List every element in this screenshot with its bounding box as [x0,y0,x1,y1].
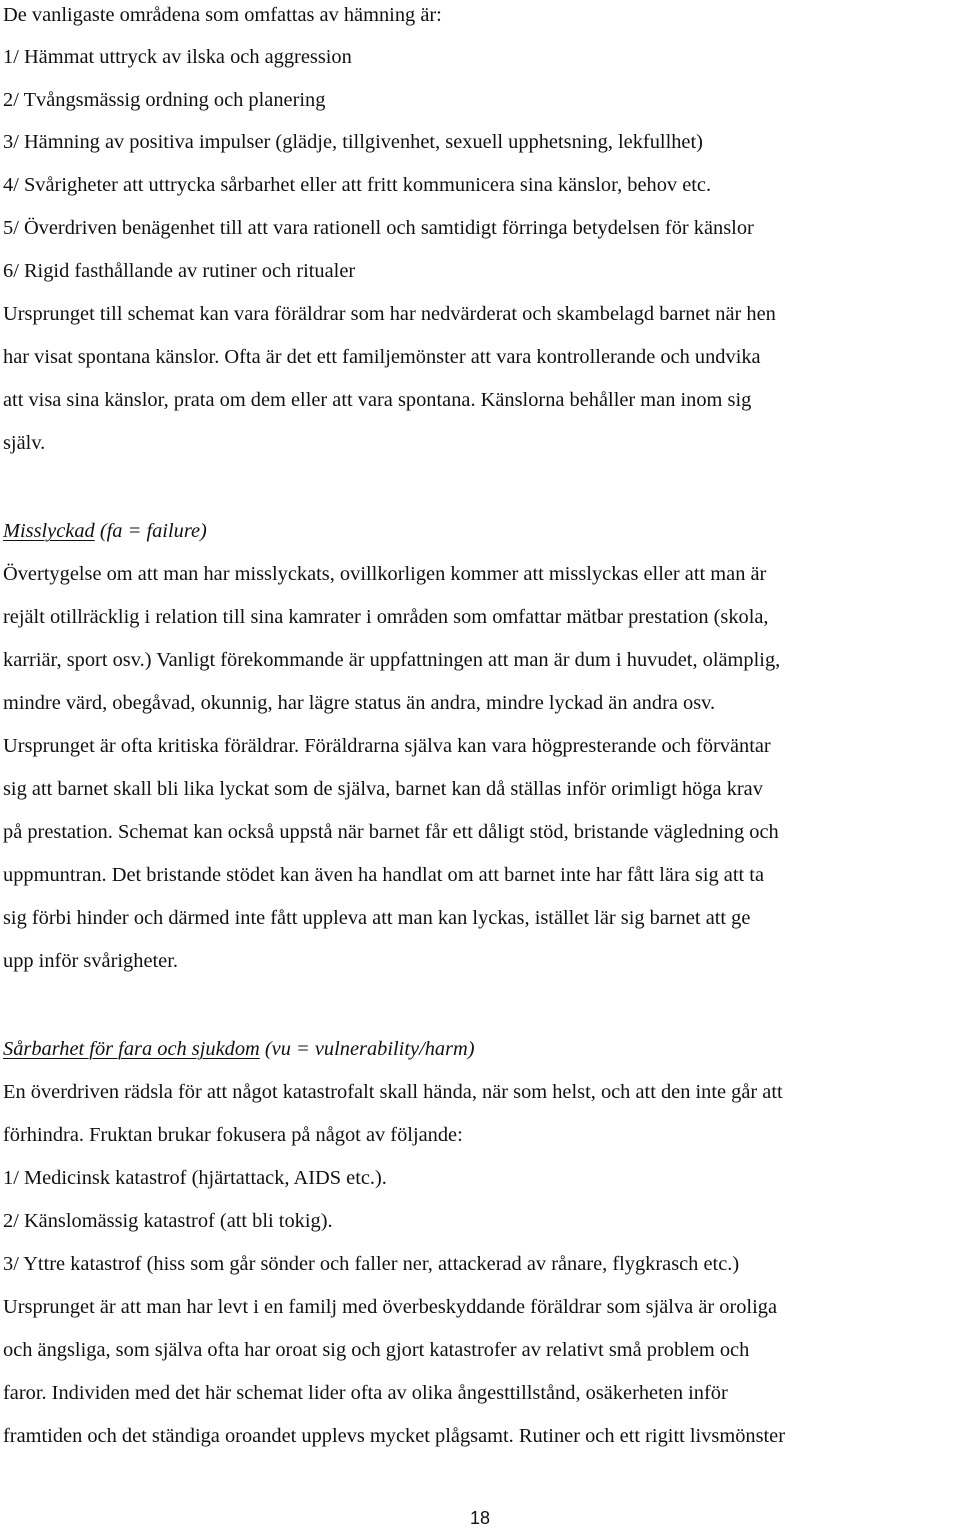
sarbarhet-paragraph-line: faror. Individen med det här schemat lider ofta av olika ångesttillstånd, osäkerheten inför [3,1382,728,1404]
sarbarhet-paragraph-line: förhindra. Fruktan brukar fokusera på något av följande: [3,1124,463,1146]
misslyckad-heading-title: Misslyckad [3,520,95,542]
sarbarhet-heading-suffix: (vu = vulnerability/harm) [259,1038,475,1060]
misslyckad-paragraph-line: mindre värd, obegåvad, okunnig, har lägre status än andra, mindre lyckad än andra osv. [3,692,716,714]
sarbarhet-paragraph-line: Ursprunget är att man har levt i en familj med överbeskyddande föräldrar som själva är oroliga [3,1296,778,1318]
hamning-item-3: 3/ Hämning av positiva impulser (glädje, tillgivenhet, sexuell upphetsning, lekfullhet) [3,131,703,153]
misslyckad-paragraph-line: sig att barnet skall bli lika lyckat som de själva, barnet kan då ställas inför orimligt höga krav [3,778,763,800]
page-number: 18 [469,1508,491,1528]
sarbarhet-paragraph-line: 1/ Medicinsk katastrof (hjärtattack, AIDS etc.). [3,1167,387,1189]
hamning-item-2: 2/ Tvångsmässig ordning och planering [3,89,326,111]
hamning-paragraph-line: Ursprunget till schemat kan vara föräldrar som har nedvärderat och skambelagd barnet när hen [3,303,776,325]
misslyckad-paragraph-line: rejält otillräcklig i relation till sina kamrater i områden som omfattar mätbar prestation (skola, [3,606,769,628]
sarbarhet-paragraph-line: En överdriven rädsla för att något katastrofalt skall hända, när som helst, och att den inte går att [3,1081,783,1103]
hamning-item-4: 4/ Svårigheter att uttrycka sårbarhet eller att fritt kommunicera sina känslor, behov etc. [3,174,712,196]
misslyckad-paragraph-line: Ursprunget är ofta kritiska föräldrar. Föräldrarna själva kan vara högpresterande och förväntar [3,735,771,757]
hamning-item-5: 5/ Överdriven benägenhet till att vara rationell och samtidigt förringa betydelsen för känslor [3,217,754,239]
sarbarhet-paragraph-line: och ängsliga, som själva ofta har oroat sig och gjort katastrofer av relativt små problem och [3,1339,750,1361]
sarbarhet-paragraph-line: framtiden och det ständiga oroandet upplevs mycket plågsamt. Rutiner och ett rigitt livsmönster [3,1425,786,1447]
misslyckad-heading-suffix: (fa = failure) [94,520,207,542]
hamning-paragraph-line: själv. [3,432,46,454]
misslyckad-paragraph-line: på prestation. Schemat kan också uppstå när barnet får ett dåligt stöd, bristande vägledning och [3,821,779,843]
misslyckad-paragraph-line: Övertygelse om att man har misslyckats, ovillkorligen kommer att misslyckas eller att man är [3,563,767,585]
hamning-paragraph-line: att visa sina känslor, prata om dem eller att vara spontana. Känslorna behåller man inom sig [3,389,752,411]
hamning-item-1: 1/ Hämmat uttryck av ilska och aggression [3,46,352,68]
misslyckad-paragraph-line: upp inför svårigheter. [3,950,178,972]
hamning-item-6: 6/ Rigid fasthållande av rutiner och ritualer [3,260,356,282]
hamning-paragraph-line: har visat spontana känslor. Ofta är det ett familjemönster att vara kontrollerande och undvika [3,346,761,368]
misslyckad-paragraph-line: uppmuntran. Det bristande stödet kan även ha handlat om att barnet inte har fått lära sig att ta [3,864,764,886]
misslyckad-paragraph-line: sig förbi hinder och därmed inte fått uppleva att man kan lyckas, istället lär sig barnet att ge [3,907,751,929]
sarbarhet-heading [3,1037,475,1061]
sarbarhet-heading-title: Sårbarhet för fara och sjukdom [3,1038,260,1060]
sarbarhet-paragraph-line: 2/ Känslomässig katastrof (att bli tokig). [3,1210,333,1232]
misslyckad-heading [3,519,207,543]
sarbarhet-paragraph-line: 3/ Yttre katastrof (hiss som går sönder och faller ner, attackerad av rånare, flygkrasch etc.) [3,1253,740,1275]
hamning-intro: De vanligaste områdena som omfattas av hämning är: [3,4,442,26]
misslyckad-paragraph-line: karriär, sport osv.) Vanligt förekommande är uppfattningen att man är dum i huvudet, olämplig, [3,649,781,671]
